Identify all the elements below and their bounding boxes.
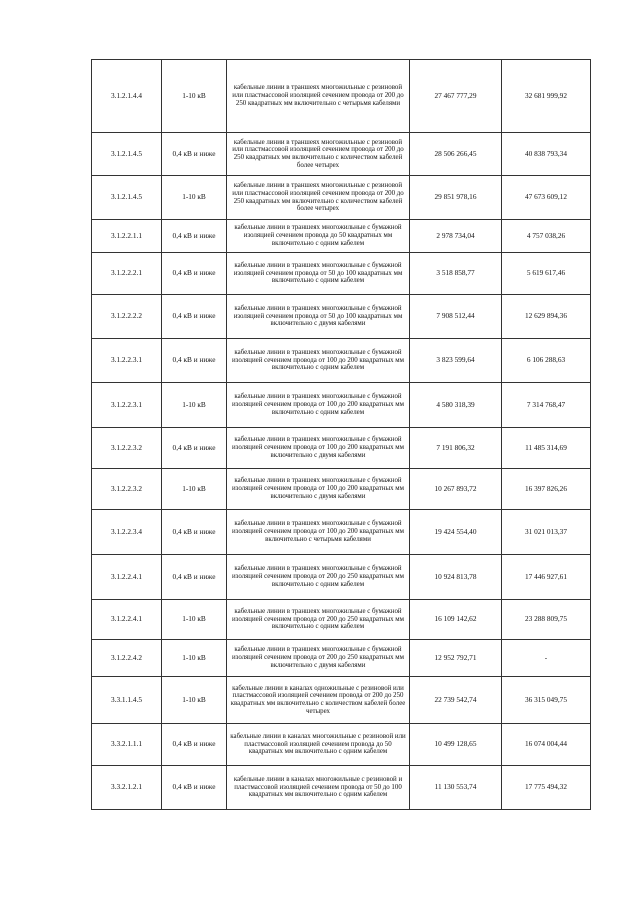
row-value-1: 7 908 512,44: [410, 295, 502, 339]
row-description: кабельные линии в траншеях многожильные с резиновой или пластмассовой изоляцией сечением провода от 200 до 250 квадратных мм включительно с количеством кабелей более четырех: [227, 133, 410, 176]
row-code: 3.1.2.2.4.1: [92, 555, 162, 600]
row-value-2: 4 757 038,26: [502, 220, 591, 253]
row-value-2: 17 775 494,32: [502, 766, 591, 810]
row-voltage: 1-10 кВ: [162, 640, 227, 677]
row-value-2: 32 681 999,92: [502, 60, 591, 133]
row-code: 3.1.2.2.3.2: [92, 428, 162, 469]
row-value-2: 16 397 826,26: [502, 469, 591, 510]
table-row: [92, 383, 591, 428]
row-voltage: 0,4 кВ и ниже: [162, 766, 227, 810]
row-code: 3.1.2.2.1.1: [92, 220, 162, 253]
row-value-2: 23 288 809,75: [502, 600, 591, 640]
table-row: [92, 724, 591, 766]
row-voltage: 1-10 кВ: [162, 469, 227, 510]
row-value-1: 29 851 978,16: [410, 176, 502, 220]
row-value-1: 10 267 893,72: [410, 469, 502, 510]
row-description: кабельные линии в траншеях многожильные с бумажной изоляцией сечением провода от 100 до 200 квадратных мм включительно с одним кабелем: [227, 383, 410, 428]
row-value-2: 36 315 049,75: [502, 677, 591, 724]
row-description: кабельные линии в траншеях многожильные с бумажной изоляцией сечением провода от 100 до 200 квадратных мм включительно с четырьмя кабелями: [227, 510, 410, 555]
row-value-1: 27 467 777,29: [410, 60, 502, 133]
row-code: 3.1.2.2.4.2: [92, 640, 162, 677]
row-value-1: 7 191 806,32: [410, 428, 502, 469]
row-code: 3.3.2.1.2.1: [92, 766, 162, 810]
row-value-2: -: [502, 640, 591, 677]
row-code: 3.3.1.1.4.5: [92, 677, 162, 724]
table-row: [92, 640, 591, 677]
row-code: 3.1.2.2.3.1: [92, 339, 162, 383]
row-value-1: 22 739 542,74: [410, 677, 502, 724]
row-code: 3.1.2.1.4.4: [92, 60, 162, 133]
row-voltage: 1-10 кВ: [162, 600, 227, 640]
row-voltage: 0,4 кВ и ниже: [162, 295, 227, 339]
row-value-2: 11 485 314,69: [502, 428, 591, 469]
rate-table: [91, 59, 591, 810]
row-description: кабельные линии в траншеях многожильные с бумажной изоляцией сечением провода от 50 до 100 квадратных мм включительно с двумя кабелями: [227, 295, 410, 339]
table-row: [92, 600, 591, 640]
row-voltage: 1-10 кВ: [162, 60, 227, 133]
row-code: 3.1.2.1.4.5: [92, 133, 162, 176]
row-description: кабельные линии в траншеях многожильные с бумажной изоляцией сечением провода до 50 квадратных мм включительно с одним кабелем: [227, 220, 410, 253]
row-value-2: 31 021 013,37: [502, 510, 591, 555]
row-description: кабельные линии в траншеях многожильные с резиновой или пластмассовой изоляцией сечением провода от 200 до 250 квадратных мм включительно с количеством кабелей более четырех: [227, 176, 410, 220]
row-code: 3.1.2.2.3.1: [92, 383, 162, 428]
row-value-2: 17 446 927,61: [502, 555, 591, 600]
row-code: 3.3.2.1.1.1: [92, 724, 162, 766]
row-description: кабельные линии в каналах одножильные с резиновой или пластмассовой изоляцией сечением провода от 200 до 250 квадратных мм включительно с количеством кабелей более четырех: [227, 677, 410, 724]
row-voltage: 1-10 кВ: [162, 383, 227, 428]
table-row: [92, 510, 591, 555]
row-description: кабельные линии в траншеях многожильные с бумажной изоляцией сечением провода от 200 до 250 квадратных мм включительно с одним кабелем: [227, 555, 410, 600]
row-description: кабельные линии в каналах многожильные с резиновой и пластмассовой изоляцией сечением провода от 50 до 100 квадратных мм включительно с одним кабелем: [227, 766, 410, 810]
row-description: кабельные линии в траншеях многожильные с резиновой или пластмассовой изоляцией сечением провода от 200 до 250 квадратных мм включительно с четырьмя кабелями: [227, 60, 410, 133]
row-code: 3.1.2.2.4.1: [92, 600, 162, 640]
row-value-1: 28 506 266,45: [410, 133, 502, 176]
row-value-1: 3 518 858,77: [410, 253, 502, 295]
table-row: [92, 766, 591, 810]
row-value-1: 16 109 142,62: [410, 600, 502, 640]
row-voltage: 0,4 кВ и ниже: [162, 555, 227, 600]
table-row: [92, 339, 591, 383]
table-row: [92, 555, 591, 600]
table-row: [92, 133, 591, 176]
table-row: [92, 295, 591, 339]
table-row: [92, 60, 591, 133]
row-voltage: 0,4 кВ и ниже: [162, 510, 227, 555]
row-voltage: 1-10 кВ: [162, 677, 227, 724]
row-voltage: 0,4 кВ и ниже: [162, 133, 227, 176]
row-description: кабельные линии в траншеях многожильные с бумажной изоляцией сечением провода от 200 до 250 квадратных мм включительно с двумя кабелями: [227, 640, 410, 677]
row-voltage: 0,4 кВ и ниже: [162, 428, 227, 469]
row-description: кабельные линии в каналах многожильные с резиновой или пластмассовой изоляцией сечением провода до 50 квадратных мм включительно с одним кабелем: [227, 724, 410, 766]
row-value-2: 6 106 288,63: [502, 339, 591, 383]
row-voltage: 0,4 кВ и ниже: [162, 220, 227, 253]
row-value-2: 47 673 609,12: [502, 176, 591, 220]
row-code: 3.1.2.2.2.2: [92, 295, 162, 339]
row-value-1: 4 580 318,39: [410, 383, 502, 428]
row-value-1: 11 130 553,74: [410, 766, 502, 810]
row-value-2: 40 838 793,34: [502, 133, 591, 176]
row-description: кабельные линии в траншеях многожильные с бумажной изоляцией сечением провода от 100 до 200 квадратных мм включительно с одним кабелем: [227, 339, 410, 383]
table-row: [92, 253, 591, 295]
row-voltage: 0,4 кВ и ниже: [162, 253, 227, 295]
table-row: [92, 677, 591, 724]
table-row: [92, 220, 591, 253]
row-description: кабельные линии в траншеях многожильные с бумажной изоляцией сечением провода от 200 до 250 квадратных мм включительно с одним кабелем: [227, 600, 410, 640]
row-code: 3.1.2.1.4.5: [92, 176, 162, 220]
table-row: [92, 428, 591, 469]
row-value-1: 10 924 813,78: [410, 555, 502, 600]
row-description: кабельные линии в траншеях многожильные с бумажной изоляцией сечением провода от 50 до 100 квадратных мм включительно с одним кабелем: [227, 253, 410, 295]
table-row: [92, 469, 591, 510]
rate-table-body: [92, 60, 591, 810]
row-value-1: 10 499 128,65: [410, 724, 502, 766]
row-value-1: 2 978 734,04: [410, 220, 502, 253]
row-value-1: 3 823 599,64: [410, 339, 502, 383]
row-code: 3.1.2.2.2.1: [92, 253, 162, 295]
row-value-2: 7 314 768,47: [502, 383, 591, 428]
row-voltage: 1-10 кВ: [162, 176, 227, 220]
table-row: [92, 176, 591, 220]
row-voltage: 0,4 кВ и ниже: [162, 724, 227, 766]
row-description: кабельные линии в траншеях многожильные с бумажной изоляцией сечением провода от 100 до 200 квадратных мм включительно с двумя кабелями: [227, 428, 410, 469]
row-description: кабельные линии в траншеях многожильные с бумажной изоляцией сечением провода от 100 до 200 квадратных мм включительно с двумя кабелями: [227, 469, 410, 510]
row-code: 3.1.2.2.3.4: [92, 510, 162, 555]
row-value-1: 12 952 792,71: [410, 640, 502, 677]
row-voltage: 0,4 кВ и ниже: [162, 339, 227, 383]
row-code: 3.1.2.2.3.2: [92, 469, 162, 510]
row-value-1: 19 424 554,40: [410, 510, 502, 555]
row-value-2: 12 629 894,36: [502, 295, 591, 339]
row-value-2: 5 619 617,46: [502, 253, 591, 295]
row-value-2: 16 074 004,44: [502, 724, 591, 766]
